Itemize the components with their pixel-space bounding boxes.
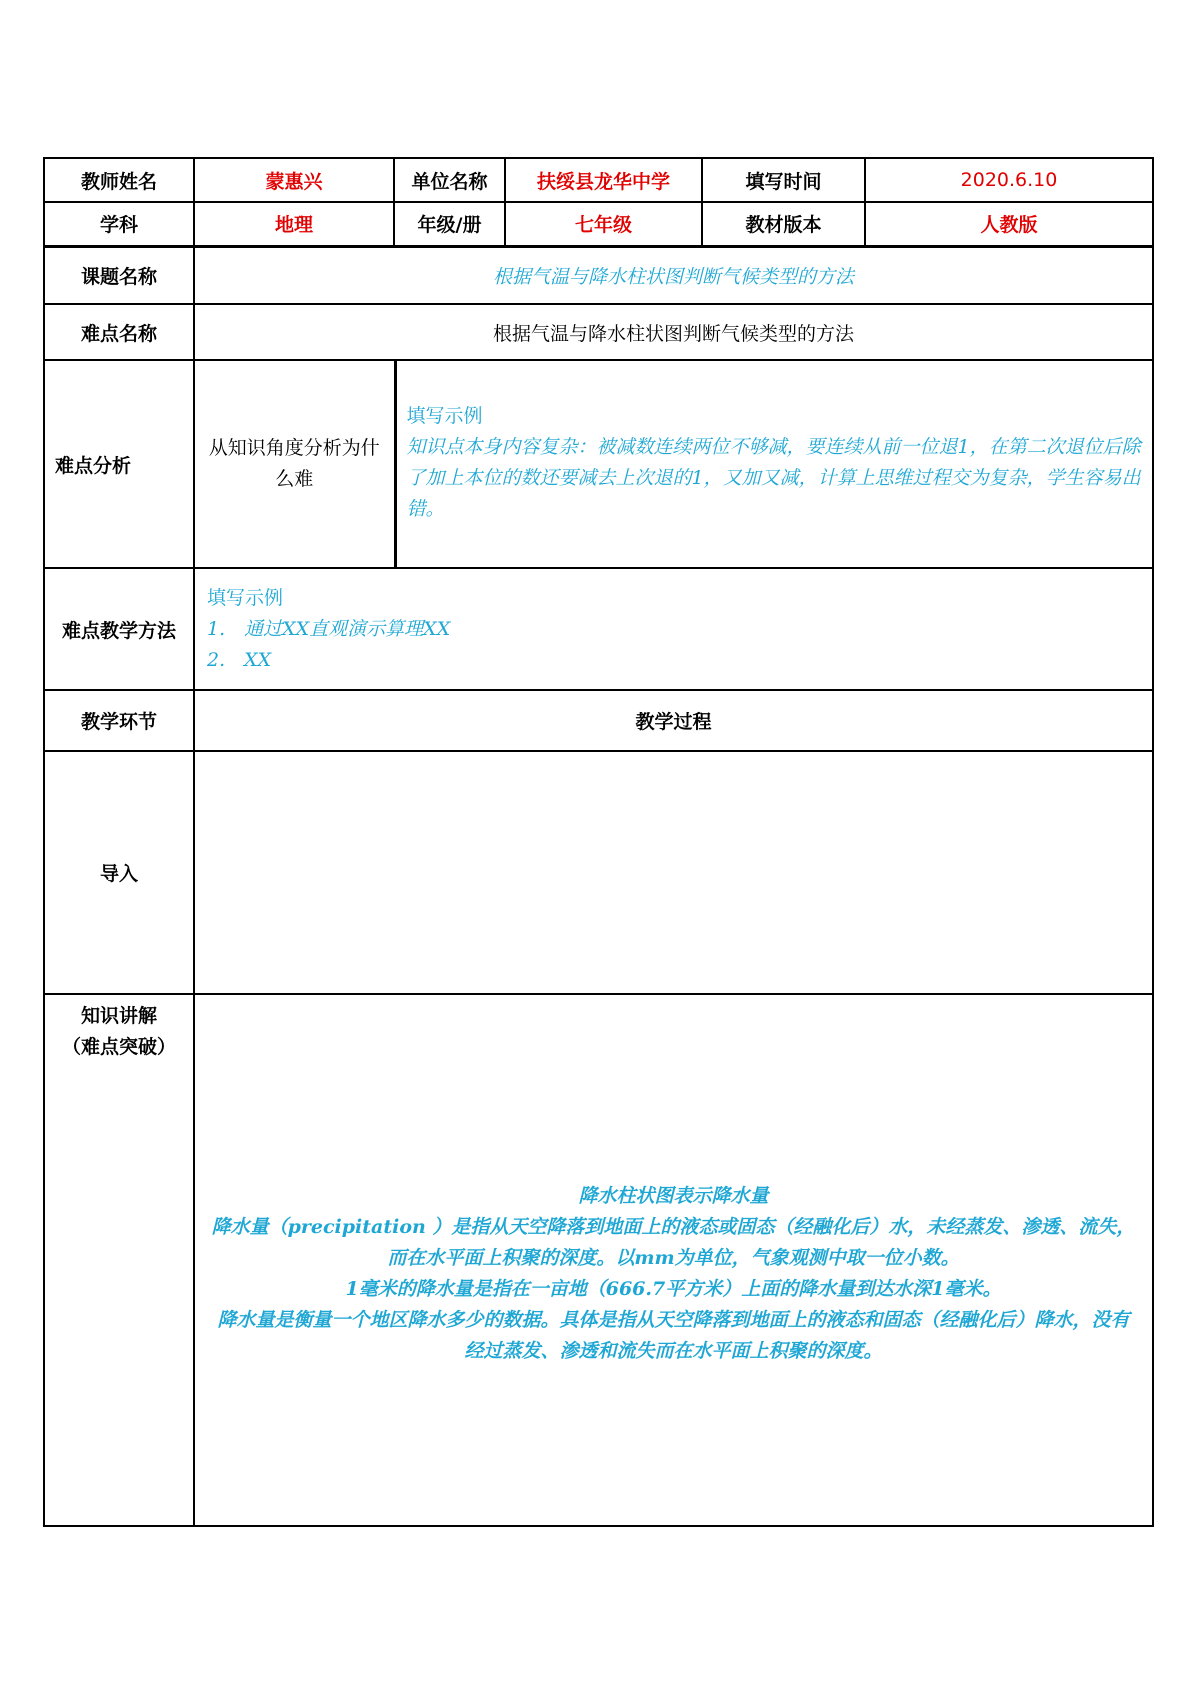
analysis-example-block bbox=[397, 401, 1153, 525]
teacher-label: 教师姓名 bbox=[44, 158, 194, 202]
method-content bbox=[194, 568, 1153, 690]
method-item-2: 2. XX bbox=[207, 649, 272, 671]
unit-label: 单位名称 bbox=[394, 158, 505, 202]
subject-value: 地理 bbox=[194, 202, 394, 246]
process-label: 教学环节 bbox=[44, 690, 194, 751]
knowledge-text-block bbox=[195, 1181, 1152, 1367]
lesson-plan-sheet bbox=[43, 157, 1152, 1527]
method-example-block bbox=[195, 583, 1152, 676]
grade-label: 年级/册 bbox=[394, 202, 505, 246]
difficulty-value: 根据气温与降水柱状图判断气候类型的方法 bbox=[194, 304, 1153, 360]
difficulty-row bbox=[44, 304, 1153, 360]
method-item-1: 1. 通过XX直观演示算理XX bbox=[207, 618, 451, 640]
unit-value: 扶绥县龙华中学 bbox=[505, 158, 702, 202]
topic-row bbox=[44, 246, 1153, 304]
process-header: 教学过程 bbox=[194, 690, 1153, 751]
knowledge-para-1: 降水量（precipitation ）是指从天空降落到地面上的液态或固态（经融化后）水，未经蒸发、渗透、流失，而在水平面上积聚的深度。以mm为单位，气象观测中取一位小数。 bbox=[211, 1216, 1136, 1269]
knowledge-label bbox=[44, 994, 194, 1526]
knowledge-para-2: 1毫米的降水量是指在一亩地（666.7平方米）上面的降水量到达水深1毫米。 bbox=[345, 1278, 1002, 1300]
subject-label: 学科 bbox=[44, 202, 194, 246]
date-value: 2020.6.10 bbox=[865, 158, 1153, 202]
knowledge-row bbox=[44, 994, 1153, 1526]
analysis-example-text: 知识点本身内容复杂：被减数连续两位不够减，要连续从前一位退1，在第二次退位后除了加上本位的数还要减去上次退的1，又加又减，计算上思维过程交为复杂，学生容易出错。 bbox=[406, 436, 1141, 520]
knowledge-label-line1: 知识讲解 bbox=[80, 1005, 157, 1027]
edition-label: 教材版本 bbox=[702, 202, 865, 246]
lesson-plan-table bbox=[43, 157, 1154, 1527]
topic-label: 课题名称 bbox=[44, 246, 194, 304]
teacher-value: 蒙惠兴 bbox=[194, 158, 394, 202]
edition-value: 人教版 bbox=[865, 202, 1153, 246]
difficulty-label: 难点名称 bbox=[44, 304, 194, 360]
intro-row bbox=[44, 751, 1153, 994]
method-label: 难点教学方法 bbox=[44, 568, 194, 690]
analysis-sublabel: 从知识角度分析为什么难 bbox=[195, 361, 395, 567]
analysis-example-title: 填写示例 bbox=[406, 405, 483, 427]
knowledge-para-3: 降水量是衡量一个地区降水多少的数据。具体是指从天空降落到地面上的液态和固态（经融化后）降水，没有经过蒸发、渗透和流失而在水平面上积聚的深度。 bbox=[217, 1309, 1130, 1362]
knowledge-content bbox=[194, 994, 1153, 1526]
method-row bbox=[44, 568, 1153, 690]
intro-label: 导入 bbox=[44, 751, 194, 994]
topic-value: 根据气温与降水柱状图判断气候类型的方法 bbox=[194, 246, 1153, 304]
analysis-label: 难点分析 bbox=[44, 360, 194, 568]
info-row-1 bbox=[44, 158, 1153, 202]
analysis-content bbox=[194, 360, 1153, 568]
analysis-inner-table bbox=[195, 361, 1152, 567]
process-header-row bbox=[44, 690, 1153, 751]
date-label: 填写时间 bbox=[702, 158, 865, 202]
knowledge-title: 降水柱状图表示降水量 bbox=[578, 1185, 769, 1207]
method-example-title: 填写示例 bbox=[207, 587, 284, 609]
info-row-2 bbox=[44, 202, 1153, 246]
grade-value: 七年级 bbox=[505, 202, 702, 246]
analysis-example bbox=[395, 361, 1152, 567]
intro-content bbox=[194, 751, 1153, 994]
analysis-row bbox=[44, 360, 1153, 568]
knowledge-label-line2: （难点突破） bbox=[61, 1036, 176, 1058]
